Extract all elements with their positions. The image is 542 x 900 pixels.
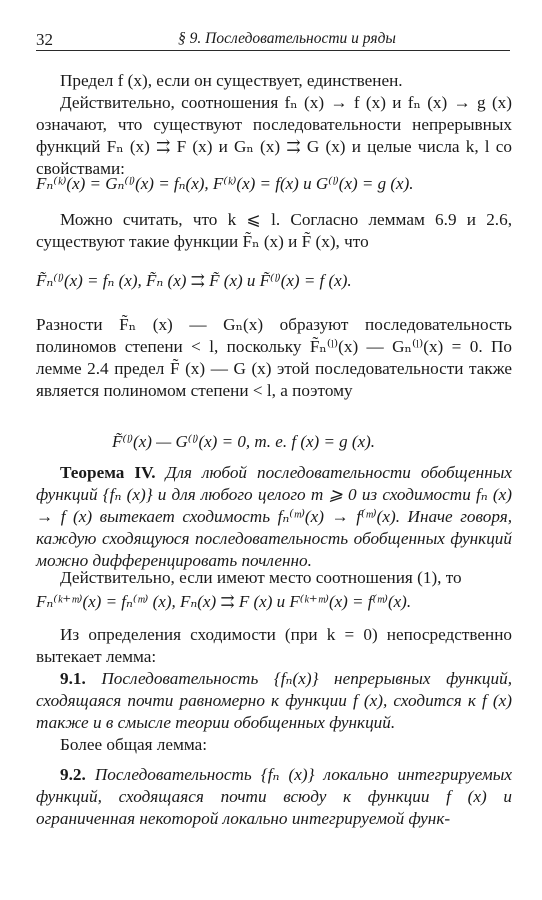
- paragraph-differences: [36, 314, 512, 402]
- paragraph-text: Разности F̃ₙ (x) — Gₙ(x) образуют последовательность полиномов степени < l, поскольку F̃ₙ⁽ˡ⁾(x) — Gₙ⁽ˡ⁾(x) = 0. По лемме 2.4 предел F̃ (x) — G (x) этой последовательности также является полиномом степени < l, а поэтому: [36, 315, 512, 400]
- lemma-body: Последовательность {fₙ (x)} локально интегрируемых функций, сходящаяся почти всюду к функции f (x) и ограниченная некоторой локально интегрируемой функ-: [36, 765, 513, 828]
- paragraph-proof-start: [36, 92, 512, 180]
- lemma-9-2: [36, 764, 512, 830]
- lemma-text: [36, 668, 512, 734]
- paragraph-text: Из определения сходимости (при k = 0) непосредственно вытекает лемма:: [36, 625, 512, 666]
- running-title: § 9. Последовательности и ряды: [178, 30, 396, 47]
- paragraph-text: Действительно, соотношения fₙ (x) → f (x) и fₙ (x) → g (x) означают, что существуют последовательности непрерывных функций Fₙ (x) ⇉ F (x) и Gₙ (x) ⇉ G (x) и целые числа k, l со свойствами:: [36, 93, 512, 178]
- formula-2: F̃ₙ⁽ˡ⁾(x) = fₙ (x), F̃ₙ (x) ⇉ F̃ (x) и F̃⁽ˡ⁾(x) = f (x).: [36, 271, 352, 290]
- theorem-iv: [36, 462, 512, 572]
- paragraph-text: Предел f (x), если он существует, единственен.: [60, 71, 403, 90]
- formula-1: Fₙ⁽ᵏ⁾(x) = Gₙ⁽ˡ⁾(x) = fₙ(x), F⁽ᵏ⁾(x) = f(x) и G⁽ˡ⁾(x) = g (x).: [36, 174, 414, 193]
- paragraph-proof-thm: [36, 567, 512, 589]
- theorem-body: Для любой последовательности обобщенных функций {fₙ (x)} и для любого целого m ⩾ 0 из сходимости fₙ (x) → f (x) вытекает сходимость fₙ⁽ᵐ⁾(x) → f⁽ᵐ⁾(x). Иначе говоря, каждую сходящуюся последовательность обобщенных функций можно дифференцировать почленно.: [36, 463, 512, 570]
- page-header: [36, 28, 510, 51]
- lemma-text: [36, 764, 512, 830]
- paragraph-general-lemma: [36, 734, 512, 756]
- paragraph-assume: [36, 209, 512, 253]
- formula-3: F̃⁽ˡ⁾(x) — G⁽ˡ⁾(x) = 0, т. е. f (x) = g (x).: [112, 432, 376, 451]
- lemma-9-1: [36, 668, 512, 734]
- theorem-text: [36, 462, 512, 572]
- paragraph-lemma-intro: [36, 624, 512, 668]
- lemma-label: 9.2.: [60, 765, 86, 784]
- page-number: 32: [36, 30, 53, 49]
- lemma-label: 9.1.: [60, 669, 86, 688]
- paragraph-text: Действительно, если имеют место соотношения (1), то: [60, 568, 462, 587]
- paragraph-text: Можно считать, что k ⩽ l. Согласно леммам 6.9 и 2.6, существуют такие функции F̃ₙ (x) и F̃ (x), что: [36, 210, 512, 251]
- paragraph-text: Более общая лемма:: [60, 735, 208, 754]
- paragraph-uniqueness: [36, 70, 512, 92]
- lemma-body: Последовательность {fₙ(x)} непрерывных функций, сходящаяся почти равномерно к функции f (x), сходится к f (x) также и в смысле теории обобщенных функций.: [36, 669, 513, 732]
- formula-4: Fₙ⁽ᵏ⁺ᵐ⁾(x) = fₙ⁽ᵐ⁾ (x), Fₙ(x) ⇉ F (x) и F⁽ᵏ⁺ᵐ⁾(x) = f⁽ᵐ⁾(x).: [36, 592, 412, 611]
- theorem-label: Теорема IV.: [60, 463, 156, 482]
